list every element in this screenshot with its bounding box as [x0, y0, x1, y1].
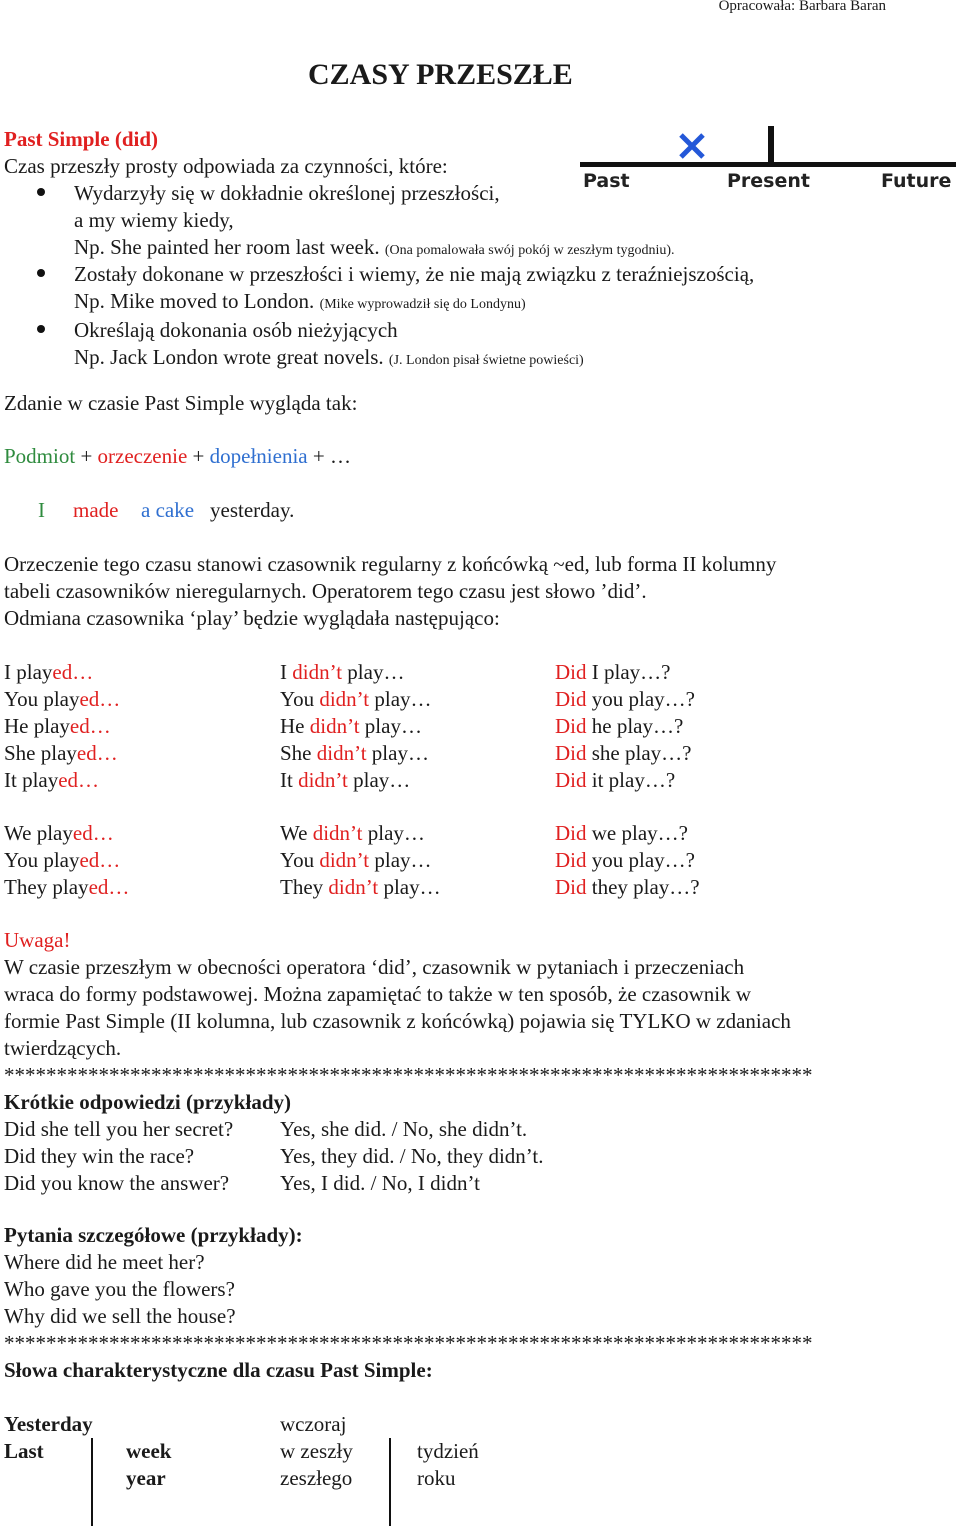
keyword-bracket-line: [91, 1438, 93, 1526]
timeline-past-label: Past: [583, 170, 630, 192]
affirmative-form: [4, 820, 114, 847]
short-answer-reply: Yes, she did. / No, she didn’t.: [280, 1117, 528, 1141]
affirmative-form: [4, 874, 129, 901]
pronoun: I: [280, 660, 287, 684]
verb-stem: play…: [383, 875, 441, 899]
paragraph-line: tabeli czasowników nieregularnych. Operatorem tego czasu jest słowo ’did’.: [4, 579, 647, 603]
verb-stem: play…?: [633, 875, 700, 899]
example-translation: (J. London pisał świetne powieści): [388, 353, 584, 368]
verb-stem: play: [43, 848, 80, 872]
ed-ending: ed…: [79, 848, 121, 872]
didnt-operator: didn’t: [292, 660, 343, 684]
ed-ending: ed…: [69, 714, 111, 738]
question-form: [555, 740, 691, 767]
keyword-last: Last: [4, 1439, 44, 1463]
pronoun: He: [280, 714, 305, 738]
keyword-yesterday-translation: wczoraj: [280, 1412, 347, 1436]
verb-stem: play…?: [628, 687, 695, 711]
verb-stem: play…: [371, 741, 429, 765]
star-separator: *****************************************************************************: [4, 1063, 813, 1087]
pronoun: You: [280, 687, 315, 711]
pronoun: it: [591, 768, 604, 792]
formula-complement: dopełnienia: [209, 444, 308, 468]
did-operator: Did: [555, 821, 587, 845]
question-form: [555, 874, 700, 901]
keyword-bracket-line: [389, 1438, 391, 1526]
pronoun: She: [4, 741, 36, 765]
example-text: Np. She painted her room last week.: [74, 235, 380, 259]
pronoun: You: [280, 848, 315, 872]
negative-form: [280, 686, 432, 713]
example-rest: yesterday.: [210, 498, 295, 522]
didnt-operator: didn’t: [319, 848, 370, 872]
warning-line: W czasie przeszłym w obecności operatora ‘did’, czasownik w pytaniach i przeczeniach: [4, 955, 745, 979]
pronoun: You: [4, 687, 39, 711]
bullet-1-line1: Wydarzyły się w dokładnie określonej przeszłości,: [74, 181, 500, 205]
pronoun: You: [4, 848, 39, 872]
verb-stem: play: [43, 687, 80, 711]
bullet-3-line1: Określają dokonania osób nieżyjących: [74, 318, 398, 342]
did-operator: Did: [555, 768, 587, 792]
example-translation: (Mike wyprowadził się do Londynu): [319, 297, 526, 312]
negative-form: [280, 659, 404, 686]
ed-ending: ed…: [79, 687, 121, 711]
did-operator: Did: [555, 687, 587, 711]
verb-stem: play…?: [621, 821, 688, 845]
pronoun: She: [280, 741, 312, 765]
example-subject: I: [38, 498, 45, 522]
didnt-operator: didn’t: [312, 821, 363, 845]
verb-stem: play…: [374, 848, 432, 872]
keyword-week: week: [126, 1439, 172, 1463]
pronoun: We: [280, 821, 308, 845]
short-answers-title: Krótkie odpowiedzi (przykłady): [4, 1090, 291, 1114]
pronoun: they: [591, 875, 628, 899]
negative-form: [280, 713, 422, 740]
warning-title: Uwaga!: [4, 928, 71, 952]
keyword-year-translation-1: zeszłego: [280, 1466, 353, 1490]
question-form: [555, 820, 688, 847]
structure-intro: Zdanie w czasie Past Simple wygląda tak:: [4, 391, 358, 415]
ed-ending: ed…: [58, 768, 100, 792]
pronoun: I: [4, 660, 11, 684]
pronoun: They: [4, 875, 48, 899]
keyword-year: year: [126, 1466, 166, 1490]
wh-questions-title: Pytania szczegółowe (przykłady):: [4, 1223, 303, 1247]
didnt-operator: didn’t: [298, 768, 348, 792]
short-answer-question: Did you know the answer?: [4, 1171, 230, 1195]
didnt-operator: didn’t: [309, 714, 360, 738]
ed-ending: ed…: [76, 741, 118, 765]
verb-stem: play…: [364, 714, 422, 738]
formula-plus: +: [80, 444, 93, 468]
verb-stem: play: [40, 741, 77, 765]
short-answer-question: Did she tell you her secret?: [4, 1117, 234, 1141]
intro-text: Czas przeszły prosty odpowiada za czynności, które:: [4, 154, 448, 178]
formula: [4, 443, 351, 470]
example-text: Np. Jack London wrote great novels.: [74, 345, 384, 369]
negative-form: [280, 767, 410, 794]
pronoun: he: [591, 714, 612, 738]
affirmative-form: [4, 740, 118, 767]
question-form: [555, 713, 683, 740]
wh-question: Why did we sell the house?: [4, 1304, 236, 1328]
did-operator: Did: [555, 875, 587, 899]
example-complement: a cake: [141, 498, 195, 522]
warning-line: formie Past Simple (II kolumna, lub czasownik z końcówką) pojawia się TYLKO w zdaniach: [4, 1009, 791, 1033]
affirmative-form: [4, 767, 99, 794]
ed-ending: ed…: [52, 660, 94, 684]
formula-subject: Podmiot: [4, 444, 76, 468]
pronoun: you: [591, 848, 624, 872]
bullet-2-line1: Zostały dokonane w przeszłości i wiemy, że nie mają związku z teraźniejszością,: [74, 262, 755, 286]
verb-stem: play…?: [616, 714, 684, 738]
bullet-2-example: [74, 288, 526, 318]
bullet-dot: [37, 269, 45, 277]
short-answer-reply: Yes, they did. / No, they didn’t.: [280, 1144, 544, 1168]
pronoun: I: [591, 660, 599, 684]
bullet-1-line2: a my wiemy kiedy,: [74, 208, 234, 232]
example-translation: (Ona pomalowała swój pokój w zeszłym tygodniu).: [384, 243, 675, 258]
example-text: Np. Mike moved to London.: [74, 289, 315, 313]
timeline-present-label: Present: [727, 170, 810, 192]
wh-question: Who gave you the flowers?: [4, 1277, 235, 1301]
star-separator: *****************************************************************************: [4, 1331, 813, 1355]
timeline-future-label: Future: [881, 170, 952, 192]
affirmative-form: [4, 713, 111, 740]
timeline-diagram: [580, 126, 956, 194]
author-note: Opracowała: Barbara Baran: [718, 0, 886, 14]
did-operator: Did: [555, 660, 587, 684]
verb-stem: play: [36, 821, 73, 845]
section-heading: Past Simple (did): [4, 127, 159, 151]
pronoun: she: [591, 741, 620, 765]
affirmative-form: [4, 847, 120, 874]
verb-stem: play…: [353, 768, 411, 792]
negative-form: [280, 874, 441, 901]
bullet-1-example: [74, 234, 675, 264]
verb-stem: play: [52, 875, 89, 899]
verb-stem: play: [16, 660, 53, 684]
did-operator: Did: [555, 714, 587, 738]
wh-question: Where did he meet her?: [4, 1250, 205, 1274]
pronoun: It: [4, 768, 17, 792]
affirmative-form: [4, 659, 93, 686]
pronoun: They: [280, 875, 324, 899]
warning-line: twierdzących.: [4, 1036, 122, 1060]
didnt-operator: didn’t: [316, 741, 367, 765]
pronoun: He: [4, 714, 29, 738]
short-answer-question: Did they win the race?: [4, 1144, 195, 1168]
question-form: [555, 686, 695, 713]
keyword-yesterday: Yesterday: [4, 1412, 93, 1436]
keywords-title: Słowa charakterystyczne dla czasu Past Simple:: [4, 1358, 433, 1382]
verb-stem: play…: [367, 821, 425, 845]
negative-form: [280, 820, 425, 847]
didnt-operator: didn’t: [319, 687, 370, 711]
verb-stem: play…?: [625, 741, 692, 765]
didnt-operator: didn’t: [328, 875, 379, 899]
question-form: [555, 767, 675, 794]
keyword-week-translation-2: tydzień: [417, 1439, 479, 1463]
page-title: CZASY PRZESZŁE: [308, 58, 573, 91]
keyword-week-translation-1: w zeszły: [280, 1439, 353, 1463]
verb-stem: play…?: [628, 848, 695, 872]
question-form: [555, 659, 670, 686]
bullet-dot: [37, 188, 45, 196]
verb-stem: play…?: [604, 660, 671, 684]
ed-ending: ed…: [88, 875, 130, 899]
short-answer-reply: Yes, I did. / No, I didn’t: [280, 1171, 480, 1195]
affirmative-form: [4, 686, 120, 713]
warning-line: wraca do formy podstawowej. Można zapamiętać to także w ten sposób, że czasownik w: [4, 982, 751, 1006]
formula-plus: +: [192, 444, 205, 468]
did-operator: Did: [555, 741, 587, 765]
formula-rest: + …: [312, 444, 351, 468]
paragraph-line: Odmiana czasownika ‘play’ będzie wyglądała następująco:: [4, 606, 500, 630]
verb-stem: play: [22, 768, 59, 792]
pronoun: It: [280, 768, 293, 792]
pronoun: you: [591, 687, 624, 711]
pronoun: We: [4, 821, 32, 845]
ed-ending: ed…: [72, 821, 114, 845]
present-tick: [768, 126, 774, 167]
bullet-dot: [37, 325, 45, 333]
question-form: [555, 847, 695, 874]
verb-stem: play…?: [608, 768, 676, 792]
negative-form: [280, 847, 432, 874]
did-operator: Did: [555, 848, 587, 872]
formula-predicate: orzeczenie: [97, 444, 188, 468]
negative-form: [280, 740, 429, 767]
verb-stem: play: [33, 714, 70, 738]
example-predicate: made: [73, 498, 119, 522]
verb-stem: play…: [347, 660, 405, 684]
paragraph-line: Orzeczenie tego czasu stanowi czasownik regularny z końcówką ~ed, lub forma II kolumny: [4, 552, 777, 576]
keyword-year-translation-2: roku: [417, 1466, 456, 1490]
bullet-3-example: [74, 344, 584, 374]
pronoun: we: [591, 821, 617, 845]
verb-stem: play…: [374, 687, 432, 711]
